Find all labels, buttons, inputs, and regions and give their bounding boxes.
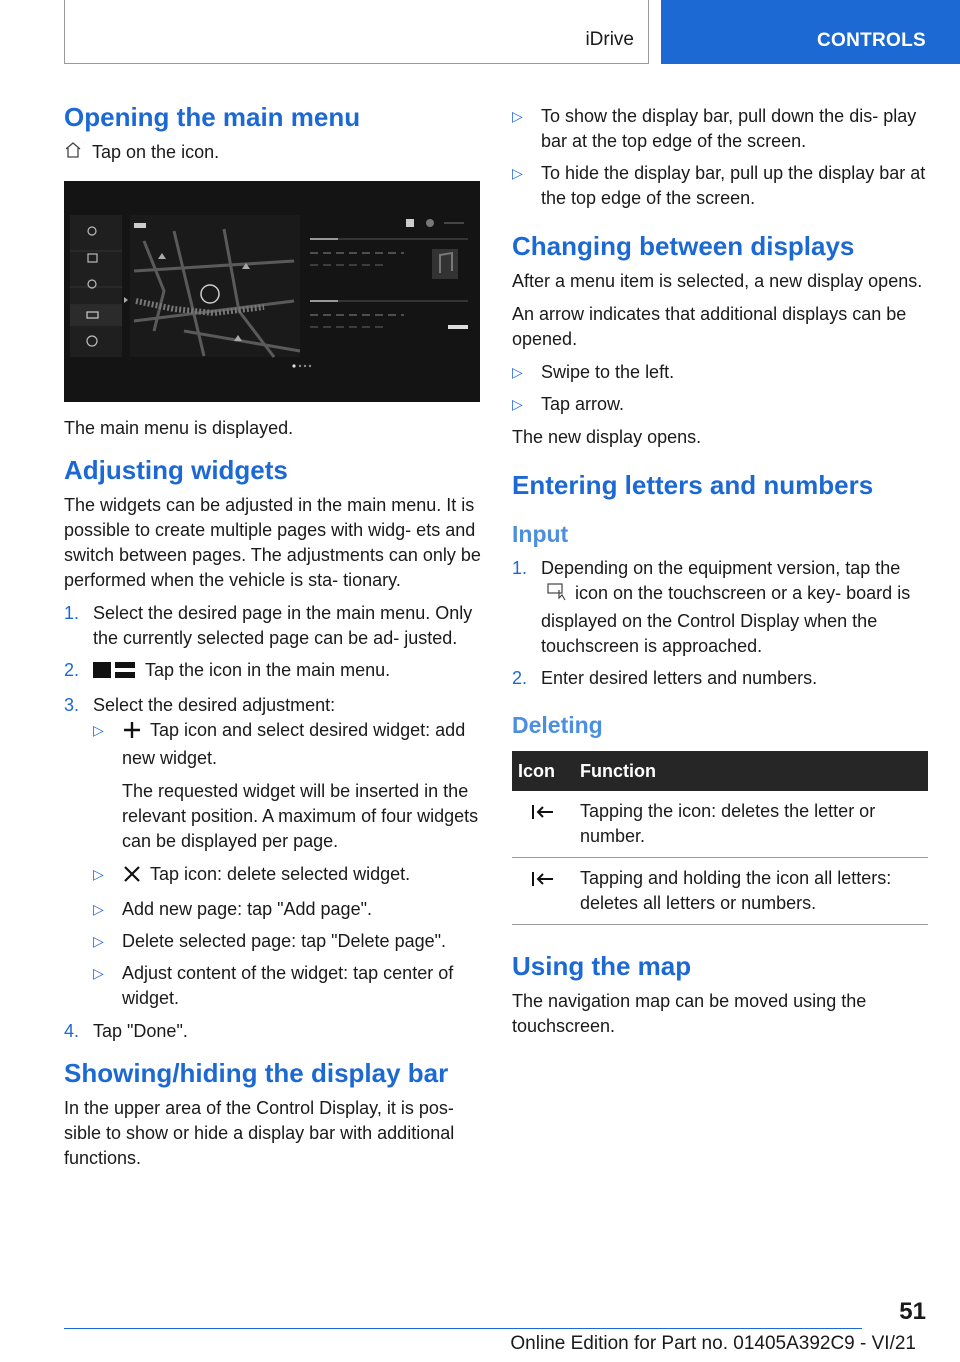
list-item <box>93 718 482 854</box>
option-note: The requested widget will be inserted in the relevant position. A maximum of four widgets can be displayed per page. <box>122 781 479 851</box>
option-text: Adjust content of the widget: tap center of widget. <box>122 963 454 1008</box>
left-column <box>64 100 482 1179</box>
page-number: 51 <box>899 1298 926 1325</box>
heading-display-bar: Showing/hiding the display bar <box>64 1058 449 1088</box>
plus-icon <box>122 721 142 746</box>
changing-list <box>512 360 930 417</box>
triangle-bullet-icon: ▷ <box>93 722 104 738</box>
list-item <box>64 601 482 651</box>
tap-home-line <box>64 140 482 167</box>
heading-entering: Entering letters and numbers <box>512 470 874 500</box>
table-header-row <box>512 751 928 791</box>
list-item <box>512 161 930 211</box>
keyboard-touch-icon <box>547 582 569 609</box>
main-menu-caption: The main menu is displayed. <box>64 418 294 438</box>
option-text: Delete selected page: tap "Delete page". <box>122 931 446 951</box>
triangle-bullet-icon: ▷ <box>93 866 104 882</box>
table-cell: Tapping the icon: deletes the letter or number. <box>574 791 928 858</box>
option-text: Tap icon and select desired widget: add new widget. <box>122 720 466 768</box>
triangle-bullet-icon: ▷ <box>512 165 523 181</box>
heading-adjusting-widgets: Adjusting widgets <box>64 455 288 485</box>
list-item <box>512 666 930 691</box>
tap-home-text: Tap on the icon. <box>92 142 220 162</box>
list-item <box>93 897 482 922</box>
step-number: 1. <box>512 558 528 578</box>
step-text: Tap the icon in the main menu. <box>145 660 391 680</box>
col-function-header: Function <box>574 751 928 791</box>
option-text: Add new page: tap "Add page". <box>122 899 372 919</box>
table-row <box>512 791 928 858</box>
backspace-icon <box>512 858 574 925</box>
list-item <box>512 360 930 385</box>
footer-divider <box>64 1328 862 1329</box>
main-menu-screenshot-graphic <box>64 181 480 402</box>
step-number: 4. <box>64 1021 80 1041</box>
edit-widgets-icon <box>93 661 137 686</box>
header-section-box <box>64 0 649 64</box>
right-column <box>512 104 930 1047</box>
list-item <box>512 104 930 154</box>
step-text: Enter desired letters and numbers. <box>541 668 818 688</box>
list-item <box>512 392 930 417</box>
footer-edition: Online Edition for Part no. 01405A392C9 - VI/21 <box>510 1333 916 1354</box>
triangle-bullet-icon: ▷ <box>93 965 104 981</box>
list-item <box>512 556 930 659</box>
changing-p1: After a menu item is selected, a new display opens. <box>512 271 923 291</box>
changing-p3: The new display opens. <box>512 427 702 447</box>
deleting-table <box>512 751 928 925</box>
backspace-icon <box>512 791 574 858</box>
header-section-title: iDrive <box>585 29 634 50</box>
triangle-bullet-icon: ▷ <box>93 933 104 949</box>
step-text: Depending on the equipment version, tap the <box>541 558 901 578</box>
widgets-intro: The widgets can be adjusted in the main menu. It is possible to create multiple pages with widg‐ ets and switch between pages. The adjustments can only be performed when the vehicle is sta‐ tionary. <box>64 495 481 590</box>
item-text: To show the display bar, pull down the dis‐ play bar at the top edge of the screen. <box>541 106 917 151</box>
heading-deleting: Deleting <box>512 712 603 738</box>
table-row <box>512 858 928 925</box>
item-text: Tap arrow. <box>541 394 625 414</box>
item-text: Swipe to the left. <box>541 362 675 382</box>
step-number: 2. <box>512 668 528 688</box>
option-text: Tap icon: delete selected widget. <box>150 864 411 884</box>
heading-opening-main-menu: Opening the main menu <box>64 102 361 132</box>
table-cell: Tapping and holding the icon all letters: deletes all letters or numbers. <box>574 858 928 925</box>
heading-input: Input <box>512 521 569 547</box>
list-item <box>93 862 482 890</box>
heading-using-map: Using the map <box>512 951 692 981</box>
step-text: Select the desired page in the main menu. Only the currently selected page can be ad‐ justed. <box>93 603 473 648</box>
step-number: 1. <box>64 603 80 623</box>
list-item <box>93 929 482 954</box>
widget-steps <box>64 601 482 1044</box>
header-chapter-tab <box>661 0 960 64</box>
step-number: 3. <box>64 695 80 715</box>
display-bar-list <box>512 104 930 211</box>
changing-p2: An arrow indicates that additional displays can be opened. <box>512 304 907 349</box>
triangle-bullet-icon: ▷ <box>512 396 523 412</box>
list-item <box>93 961 482 1011</box>
step-text: icon on the touchscreen or a key‐ board is displayed on the Control Display when the touchscreen is approached. <box>541 583 911 656</box>
col-icon-header: Icon <box>512 751 574 791</box>
list-item <box>64 658 482 686</box>
map-text: The navigation map can be moved using the touchscreen. <box>512 991 867 1036</box>
input-steps <box>512 556 930 691</box>
list-item <box>64 1019 482 1044</box>
display-bar-intro: In the upper area of the Control Display, it is pos‐ sible to show or hide a display bar with additional functions. <box>64 1098 455 1168</box>
heading-changing-displays: Changing between displays <box>512 231 855 261</box>
triangle-bullet-icon: ▷ <box>512 108 523 124</box>
step-number: 2. <box>64 660 80 680</box>
triangle-bullet-icon: ▷ <box>93 901 104 917</box>
step-text: Tap "Done". <box>93 1021 188 1041</box>
delete-x-icon <box>122 865 142 890</box>
item-text: To hide the display bar, pull up the display bar at the top edge of the screen. <box>541 163 926 208</box>
adjustment-options <box>93 718 482 1011</box>
header-chapter-title: CONTROLS <box>816 30 926 51</box>
step-text: Select the desired adjustment: <box>93 695 336 715</box>
home-icon <box>64 140 92 167</box>
list-item <box>64 693 482 1011</box>
main-menu-screenshot <box>64 181 480 402</box>
triangle-bullet-icon: ▷ <box>512 364 523 380</box>
